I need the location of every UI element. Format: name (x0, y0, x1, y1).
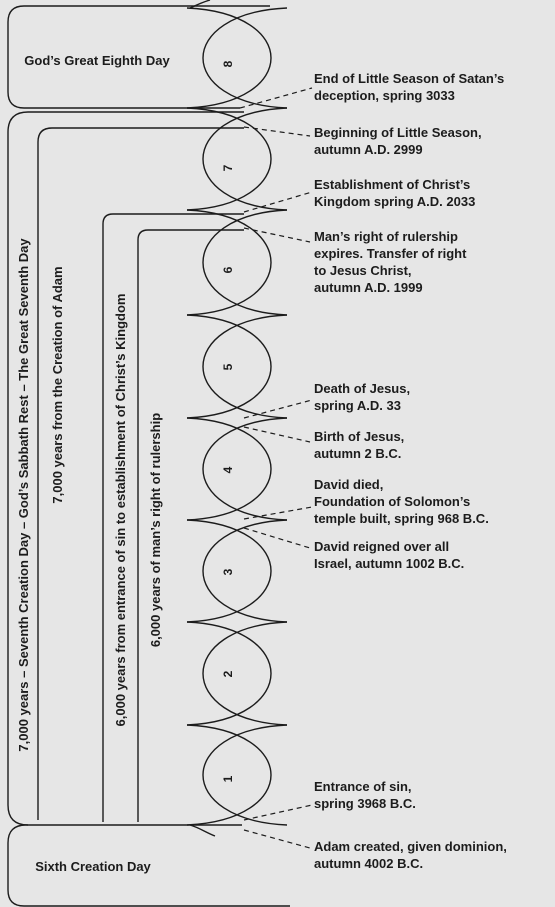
annotation-line: Israel, autumn 1002 B.C. (314, 556, 465, 571)
timeline-annotation (314, 778, 416, 812)
day-arc-left (203, 315, 287, 418)
annotation-line: expires. Transfer of right (314, 246, 467, 261)
day-arc-right (187, 8, 271, 108)
annotation-line: Beginning of Little Season, (314, 125, 482, 140)
day-arc-right (187, 108, 271, 210)
annotation-connector (244, 228, 310, 242)
span-label-rulership: 6,000 years of man’s right of rulership (148, 412, 163, 648)
timeline-annotation (314, 176, 475, 210)
annotation-line: autumn A.D. 2999 (314, 142, 423, 157)
day-number-7: 7 (221, 164, 235, 172)
day-arc-right (187, 210, 271, 315)
annotation-line: Man’s right of rulership (314, 229, 458, 244)
annotation-line: to Jesus Christ, (314, 263, 412, 278)
timeline-annotation (314, 428, 404, 462)
day-arc-right (187, 725, 271, 825)
day-arc-left (203, 108, 287, 210)
annotation-line: Establishment of Christ’s (314, 177, 471, 192)
day-number-8: 8 (221, 60, 235, 68)
annotation-line: temple built, spring 968 B.C. (314, 511, 489, 526)
timeline-annotation (314, 538, 464, 572)
annotation-line: Kingdom spring A.D. 2033 (314, 194, 476, 209)
day-number-6: 6 (221, 266, 235, 274)
annotation-line: Entrance of sin, (314, 779, 412, 794)
day-arc-left (203, 520, 287, 622)
day-number-3: 3 (221, 568, 235, 576)
annotation-line: spring A.D. 33 (314, 398, 401, 413)
annotation-line: Foundation of Solomon’s (314, 494, 471, 509)
annotation-connector (244, 507, 312, 519)
annotation-line: Adam created, given dominion, (314, 839, 507, 854)
timeline-annotation (314, 838, 507, 872)
arc-tail-top (190, 0, 210, 8)
day-arc-left (203, 622, 287, 725)
timeline-annotation (314, 70, 504, 104)
annotation-connector (244, 528, 310, 548)
day-number-5: 5 (221, 363, 235, 371)
annotation-line: End of Little Season of Satan’s (314, 71, 505, 86)
annotation-connector (244, 830, 310, 848)
timeline-annotation (314, 124, 482, 158)
day-number-2: 2 (221, 670, 235, 678)
eighth-day-title: God’s Great Eighth Day (24, 53, 170, 68)
day-arc-left (203, 725, 287, 825)
timeline-annotation (314, 476, 489, 527)
day-number-4: 4 (221, 466, 235, 474)
day-arc-left (203, 210, 287, 315)
annotation-connector (244, 127, 310, 136)
annotation-connector (244, 400, 312, 418)
annotation-line: David reigned over all (314, 539, 450, 554)
span-label-creation-of-adam: 7,000 years from the Creation of Adam (50, 266, 65, 504)
annotation-line: David died, (314, 477, 384, 492)
annotation-line: autumn 2 B.C. (314, 446, 402, 461)
day-arc-left (203, 8, 287, 108)
annotation-line: Death of Jesus, (314, 381, 411, 396)
annotation-line: autumn 4002 B.C. (314, 856, 424, 871)
span-label-sin-to-kingdom: 6,000 years from entrance of sin to establishment of Christ’s Kingdom (113, 293, 128, 727)
day-number-1: 1 (221, 775, 235, 783)
annotation-line: deception, spring 3033 (314, 88, 455, 103)
annotation-connector (244, 427, 310, 442)
timeline-annotation (314, 228, 466, 296)
timeline-annotation (314, 380, 410, 414)
arc-tail-bottom (190, 825, 215, 836)
annotation-line: autumn A.D. 1999 (314, 280, 423, 295)
span-label-seventh-day: 7,000 years – Seventh Creation Day – God’s Sabbath Rest – The Great Seventh Day (16, 238, 31, 752)
annotation-line: Birth of Jesus, (314, 429, 405, 444)
annotation-connector (244, 805, 312, 820)
annotation-line: spring 3968 B.C. (314, 796, 416, 811)
sixth-day-title: Sixth Creation Day (35, 859, 151, 874)
